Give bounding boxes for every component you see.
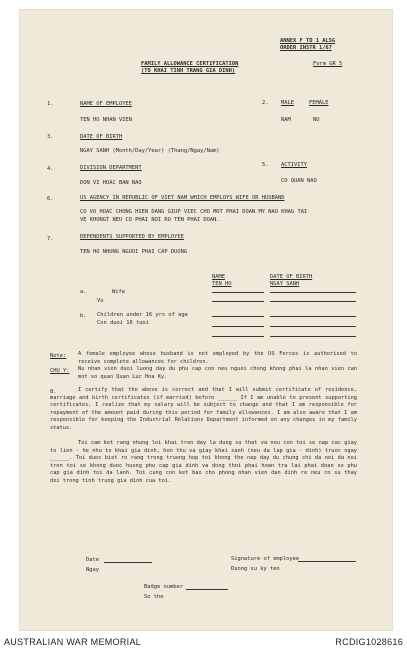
row-a-letter: a. bbox=[80, 289, 87, 295]
child-dob-line-3 bbox=[270, 336, 356, 337]
note-text: A female employee whose husband is not employed by the US Forces is authorised to receive complete allowances for children. bbox=[78, 351, 357, 365]
date-of-birth-label: DATE OF BIRTH bbox=[80, 134, 123, 140]
activity-translation: CO QUAN NAO bbox=[281, 178, 317, 184]
note-label-vietnamese: CHU Y: bbox=[50, 368, 70, 374]
section-7-number: 7. bbox=[47, 236, 54, 242]
us-agency-translation-2: VE KHONGT NEU CO PHAI NOI RO TEN PHAI DOAN. bbox=[80, 217, 220, 223]
male-label: MALE bbox=[281, 100, 294, 106]
female-label: FEMALE bbox=[309, 100, 329, 106]
section-6-number: 6. bbox=[47, 196, 54, 202]
form-number: Form GR 5 bbox=[313, 61, 343, 67]
certification-text-vietnamese: Toi cam ket rang nhung loi khai tren day la dung su that va neu con toi se nap cac giay to lien - he nhu to khai gia dinh, hon thu va giay khai sanh (neu da lap gia - dinh) truoc ngay ______. Toi duoc biet ro rang trong truong hop toi khong the nap day du chung chi da noi da noi tren toi se khong duoc huong phu cap gia dinh va dong thoi phai hoan tra lai phai doan so phu cap gia dinh toi da lanh. Toi cung con ket bao cho phong nhan vien dan dinh re neu co su thay doi trong tinh trung gia dinh cua toi. bbox=[50, 440, 357, 484]
col-dob-header: DATE OF BIRTH bbox=[270, 274, 313, 280]
signature-label: Signature of employee bbox=[231, 556, 300, 562]
section-1-number: 1. bbox=[47, 101, 54, 107]
form-title-vietnamese: (TO KHAI TINH TRANG GIA DINH) bbox=[141, 68, 236, 74]
child-name-line-2 bbox=[212, 326, 264, 327]
dependents-label: DEPENDENTS SUPPORTED BY EMPLOYEE bbox=[80, 234, 184, 240]
row-b-letter: b. bbox=[80, 313, 87, 319]
date-label: Date bbox=[86, 557, 99, 563]
badge-translation: So the bbox=[144, 594, 164, 600]
child-dob-line-1 bbox=[270, 316, 356, 317]
section-5-number: 5. bbox=[262, 162, 269, 168]
date-line bbox=[104, 562, 152, 563]
row-b-translation: Con duoi 16 tuoi bbox=[97, 320, 149, 326]
employee-name-label: NAME OF EMPLOYEE bbox=[80, 101, 132, 107]
col-dob-translation: NGAY SANH bbox=[270, 281, 300, 287]
division-label: DIVISION DEPARTMENT bbox=[80, 165, 142, 171]
form-title: FAMILY ALLOWANCE CERTIFICATION bbox=[141, 61, 239, 67]
note-text-vietnamese: Nu nhan vien duoi luong day du phu cap con neu nguoi chong khong phai la nhan vien can mot so quan Quan Luc Hoa Ky. bbox=[78, 366, 357, 380]
wife-dob-line bbox=[270, 292, 356, 293]
division-translation: DON VI HOAC BAN NAO bbox=[80, 180, 142, 186]
row-a-translation: Vo bbox=[97, 298, 104, 304]
us-agency-label: US AGENCY IN REPUBLIC OF VIET NAM WHICH EMPLOYS WIFE OR HUSBAND bbox=[80, 195, 285, 201]
date-of-birth-translation: NGAY SANH (Month/Day/Year) (Thang/Ngay/Nam) bbox=[80, 148, 220, 154]
male-translation: NAM bbox=[281, 117, 291, 123]
activity-label: ACTIVITY bbox=[281, 162, 307, 168]
us-agency-translation-1: CO VO HOAC CHONG HIEN DANG GIUP VIEC CHO MOT PHAI DOAN MY NAO KHAG TAI bbox=[80, 209, 308, 215]
note-label: Note: bbox=[50, 353, 67, 359]
document-page bbox=[20, 10, 392, 630]
child-name-line-1 bbox=[212, 316, 264, 317]
section-8-number: 8. bbox=[50, 389, 57, 395]
row-b-label: Children under 16 yrs of age bbox=[97, 312, 188, 318]
annex-line-2: ORDER INSTR 1/67 bbox=[280, 45, 332, 51]
signature-line bbox=[298, 561, 356, 562]
row-a-label: Wife bbox=[112, 289, 125, 295]
footer-record-id: RCDIG1028616 bbox=[335, 637, 403, 647]
child-name-line-3 bbox=[212, 336, 264, 337]
wife-name-line bbox=[212, 292, 264, 293]
section-4-number: 4. bbox=[47, 166, 54, 172]
child-dob-line-2 bbox=[270, 326, 356, 327]
certification-text: I certify that the above is correct and that I will submit certificate of residence, marriage and birth certificates (if married) before ______ If I am unable to present supporting certificates, I realize that my salary will be subject to change and that I am responsible for repayment of the amount paid during this period for family allowances. I am also aware that I am responsible for keeping the Industrial Relations Department informed on any changes in my family status. bbox=[50, 387, 357, 431]
employee-name-translation: TEN HO NHAN VIEN bbox=[80, 117, 132, 123]
footer-source: AUSTRALIAN WAR MEMORIAL bbox=[4, 637, 142, 647]
col-name-header: NAME bbox=[212, 274, 225, 280]
section-2-number: 2. bbox=[262, 100, 269, 106]
section-3-number: 3. bbox=[47, 134, 54, 140]
date-translation: Ngay bbox=[86, 567, 99, 573]
female-translation: NU bbox=[313, 117, 320, 123]
col-name-translation: TEN HO bbox=[212, 281, 232, 287]
signature-translation: Duong su ky ten bbox=[231, 566, 280, 572]
wife-name-line-2 bbox=[212, 301, 264, 302]
dependents-translation: TEN HO NHUNG NGUOI PHAI CAP DUONG bbox=[80, 249, 188, 255]
annex-line-1: ANNEX F TO 1 ALSG bbox=[280, 38, 336, 44]
wife-dob-line-2 bbox=[270, 301, 356, 302]
badge-label: Badge number bbox=[144, 584, 183, 590]
badge-line bbox=[186, 589, 228, 590]
